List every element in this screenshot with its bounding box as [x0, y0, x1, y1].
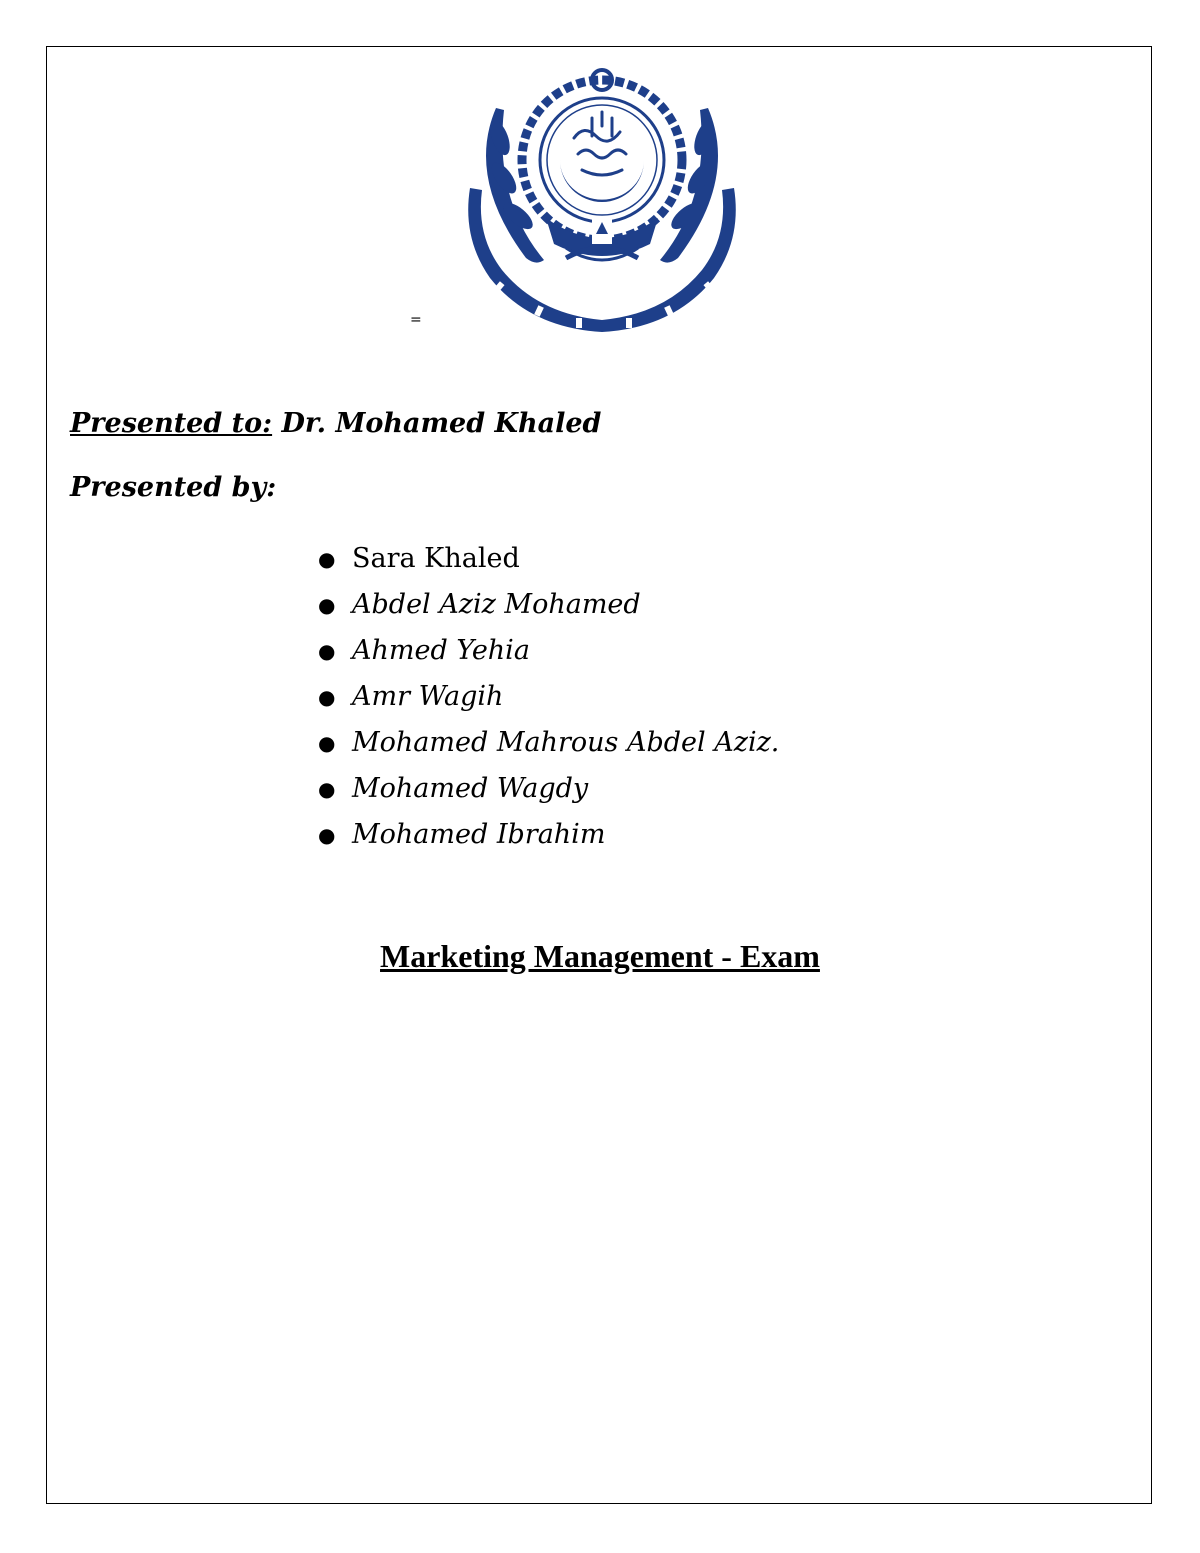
member-name: Mohamed Wagdy — [352, 773, 589, 804]
member-name: Ahmed Yehia — [352, 635, 530, 666]
list-item — [318, 674, 779, 720]
exam-title — [0, 938, 1200, 975]
list-item — [318, 582, 779, 628]
member-name: Abdel Aziz Mohamed — [352, 589, 641, 620]
bullet-icon: ● — [318, 547, 336, 571]
list-item — [318, 812, 779, 858]
presented-by-label: Presented by: — [70, 472, 277, 503]
list-item — [318, 536, 779, 582]
list-item — [318, 720, 779, 766]
bullet-icon: ● — [318, 731, 336, 755]
member-name: Mohamed Mahrous Abdel Aziz. — [352, 727, 780, 758]
presented-to-line — [70, 408, 601, 439]
members-list — [318, 536, 779, 858]
equals-mark: = — [410, 312, 422, 328]
list-item — [318, 766, 779, 812]
bullet-icon: ● — [318, 823, 336, 847]
member-name: Amr Wagih — [352, 681, 504, 712]
member-name: Mohamed Ibrahim — [352, 819, 606, 850]
list-item — [318, 628, 779, 674]
bullet-icon: ● — [318, 777, 336, 801]
member-name: Sara Khaled — [352, 543, 520, 574]
academy-seal-icon — [456, 68, 748, 338]
presented-to-label: Presented to: — [70, 408, 273, 439]
exam-title-text: Marketing Management - Exam — [380, 938, 820, 974]
bullet-icon: ● — [318, 685, 336, 709]
bullet-icon: ● — [318, 593, 336, 617]
bullet-icon: ● — [318, 639, 336, 663]
presented-to-name: Dr. Mohamed Khaled — [272, 408, 602, 439]
